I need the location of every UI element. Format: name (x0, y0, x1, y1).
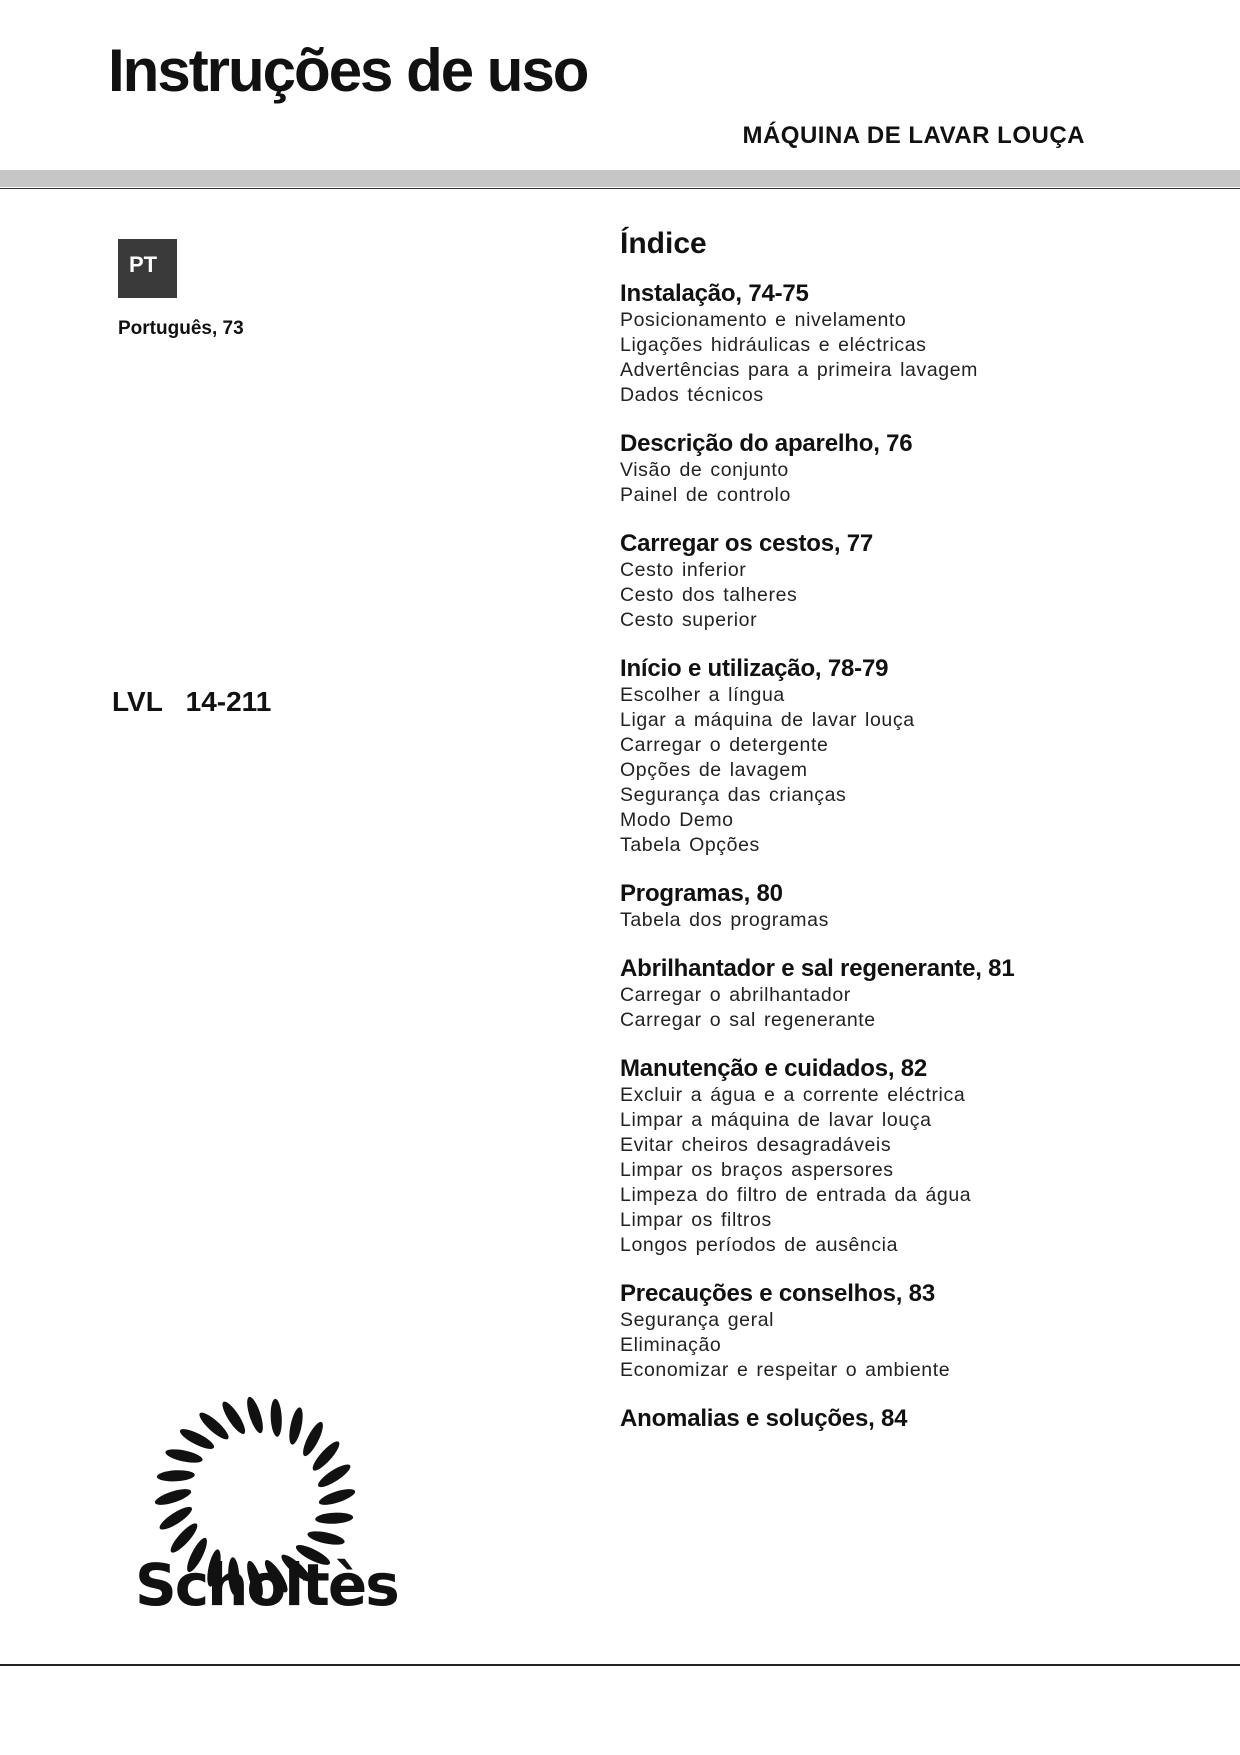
model-number: LVL 14-211 (112, 686, 272, 717)
logo-ray (157, 1469, 196, 1482)
toc-item[interactable]: Segurança geral (620, 1309, 775, 1331)
brand-name: Scholtès (135, 1551, 398, 1619)
toc-item[interactable]: Economizar e respeitar o ambiente (620, 1359, 951, 1381)
toc-item[interactable]: Ligar a máquina de lavar louça (620, 709, 915, 731)
toc-item[interactable]: Escolher a língua (620, 684, 785, 706)
table-of-contents (620, 226, 1180, 1455)
logo-ray (317, 1486, 357, 1508)
toc-section-title[interactable]: Início e utilização, 78-79 (620, 655, 889, 682)
toc-section (620, 280, 1180, 408)
toc-section (620, 955, 1180, 1033)
logo-ray (244, 1395, 266, 1435)
toc-item[interactable]: Modo Demo (620, 809, 734, 831)
footer-divider (0, 1664, 1240, 1666)
toc-section-title[interactable]: Programas, 80 (620, 880, 783, 907)
toc-section (620, 1280, 1180, 1383)
toc-item[interactable]: Longos períodos de ausência (620, 1234, 899, 1256)
toc-section (620, 1055, 1180, 1258)
toc-heading: Índice (620, 227, 707, 260)
toc-item[interactable]: Posicionamento e nivelamento (620, 309, 907, 331)
toc-item[interactable]: Limpar os filtros (620, 1209, 772, 1231)
toc-item[interactable]: Visão de conjunto (620, 459, 789, 481)
toc-item[interactable]: Limpar os braços aspersores (620, 1159, 894, 1181)
toc-item[interactable]: Dados técnicos (620, 384, 764, 406)
language-badge: PT (118, 239, 177, 298)
toc-section (620, 655, 1180, 858)
toc-item[interactable]: Segurança das crianças (620, 784, 847, 806)
toc-item[interactable]: Limpar a máquina de lavar louça (620, 1109, 932, 1131)
logo-ray (270, 1399, 283, 1438)
toc-item[interactable]: Carregar o abrilhantador (620, 984, 851, 1006)
toc-item[interactable]: Carregar o sal regenerante (620, 1009, 876, 1031)
toc-section-title[interactable]: Carregar os cestos, 77 (620, 530, 874, 557)
toc-item[interactable]: Opções de lavagem (620, 759, 808, 781)
toc-section-list (620, 280, 1180, 1433)
logo-ray (153, 1486, 193, 1508)
toc-item[interactable]: Advertências para a primeira lavagem (620, 359, 979, 381)
toc-item[interactable]: Ligações hidráulicas e eléctricas (620, 334, 927, 356)
toc-item[interactable]: Carregar o detergente (620, 734, 829, 756)
toc-item[interactable]: Evitar cheiros desagradáveis (620, 1134, 892, 1156)
header-divider (0, 188, 1240, 189)
toc-section (620, 880, 1180, 933)
toc-section-title[interactable]: Anomalias e soluções, 84 (620, 1405, 908, 1432)
toc-item[interactable]: Cesto superior (620, 609, 758, 631)
header-gray-band (0, 170, 1240, 187)
toc-item[interactable]: Cesto inferior (620, 559, 747, 581)
toc-section (620, 1405, 1180, 1433)
toc-item[interactable]: Tabela Opções (620, 834, 760, 856)
logo-ray (315, 1512, 354, 1525)
toc-item[interactable]: Painel de controlo (620, 484, 791, 506)
toc-section-title[interactable]: Manutenção e cuidados, 82 (620, 1055, 928, 1082)
toc-section-title[interactable]: Precauções e conselhos, 83 (620, 1280, 935, 1307)
toc-section-title[interactable]: Instalação, 74-75 (620, 280, 809, 307)
product-type-subtitle: MÁQUINA DE LAVAR LOUÇA (742, 122, 1085, 149)
logo-ray (306, 1529, 345, 1548)
language-entry: Português, 73 (118, 318, 244, 339)
toc-section-title[interactable]: Abrilhantador e sal regenerante, 81 (620, 955, 1015, 982)
page-title: Instruções de uso (108, 37, 588, 104)
logo-ray (164, 1447, 203, 1466)
toc-section (620, 430, 1180, 508)
toc-item[interactable]: Limpeza do filtro de entrada da água (620, 1184, 972, 1206)
toc-item[interactable]: Cesto dos talheres (620, 584, 798, 606)
toc-item[interactable]: Tabela dos programas (620, 909, 829, 931)
toc-item[interactable]: Excluir a água e a corrente eléctrica (620, 1084, 966, 1106)
toc-section-title[interactable]: Descrição do aparelho, 76 (620, 430, 913, 457)
toc-section (620, 530, 1180, 633)
logo-ray (287, 1406, 306, 1445)
toc-item[interactable]: Eliminação (620, 1334, 722, 1356)
